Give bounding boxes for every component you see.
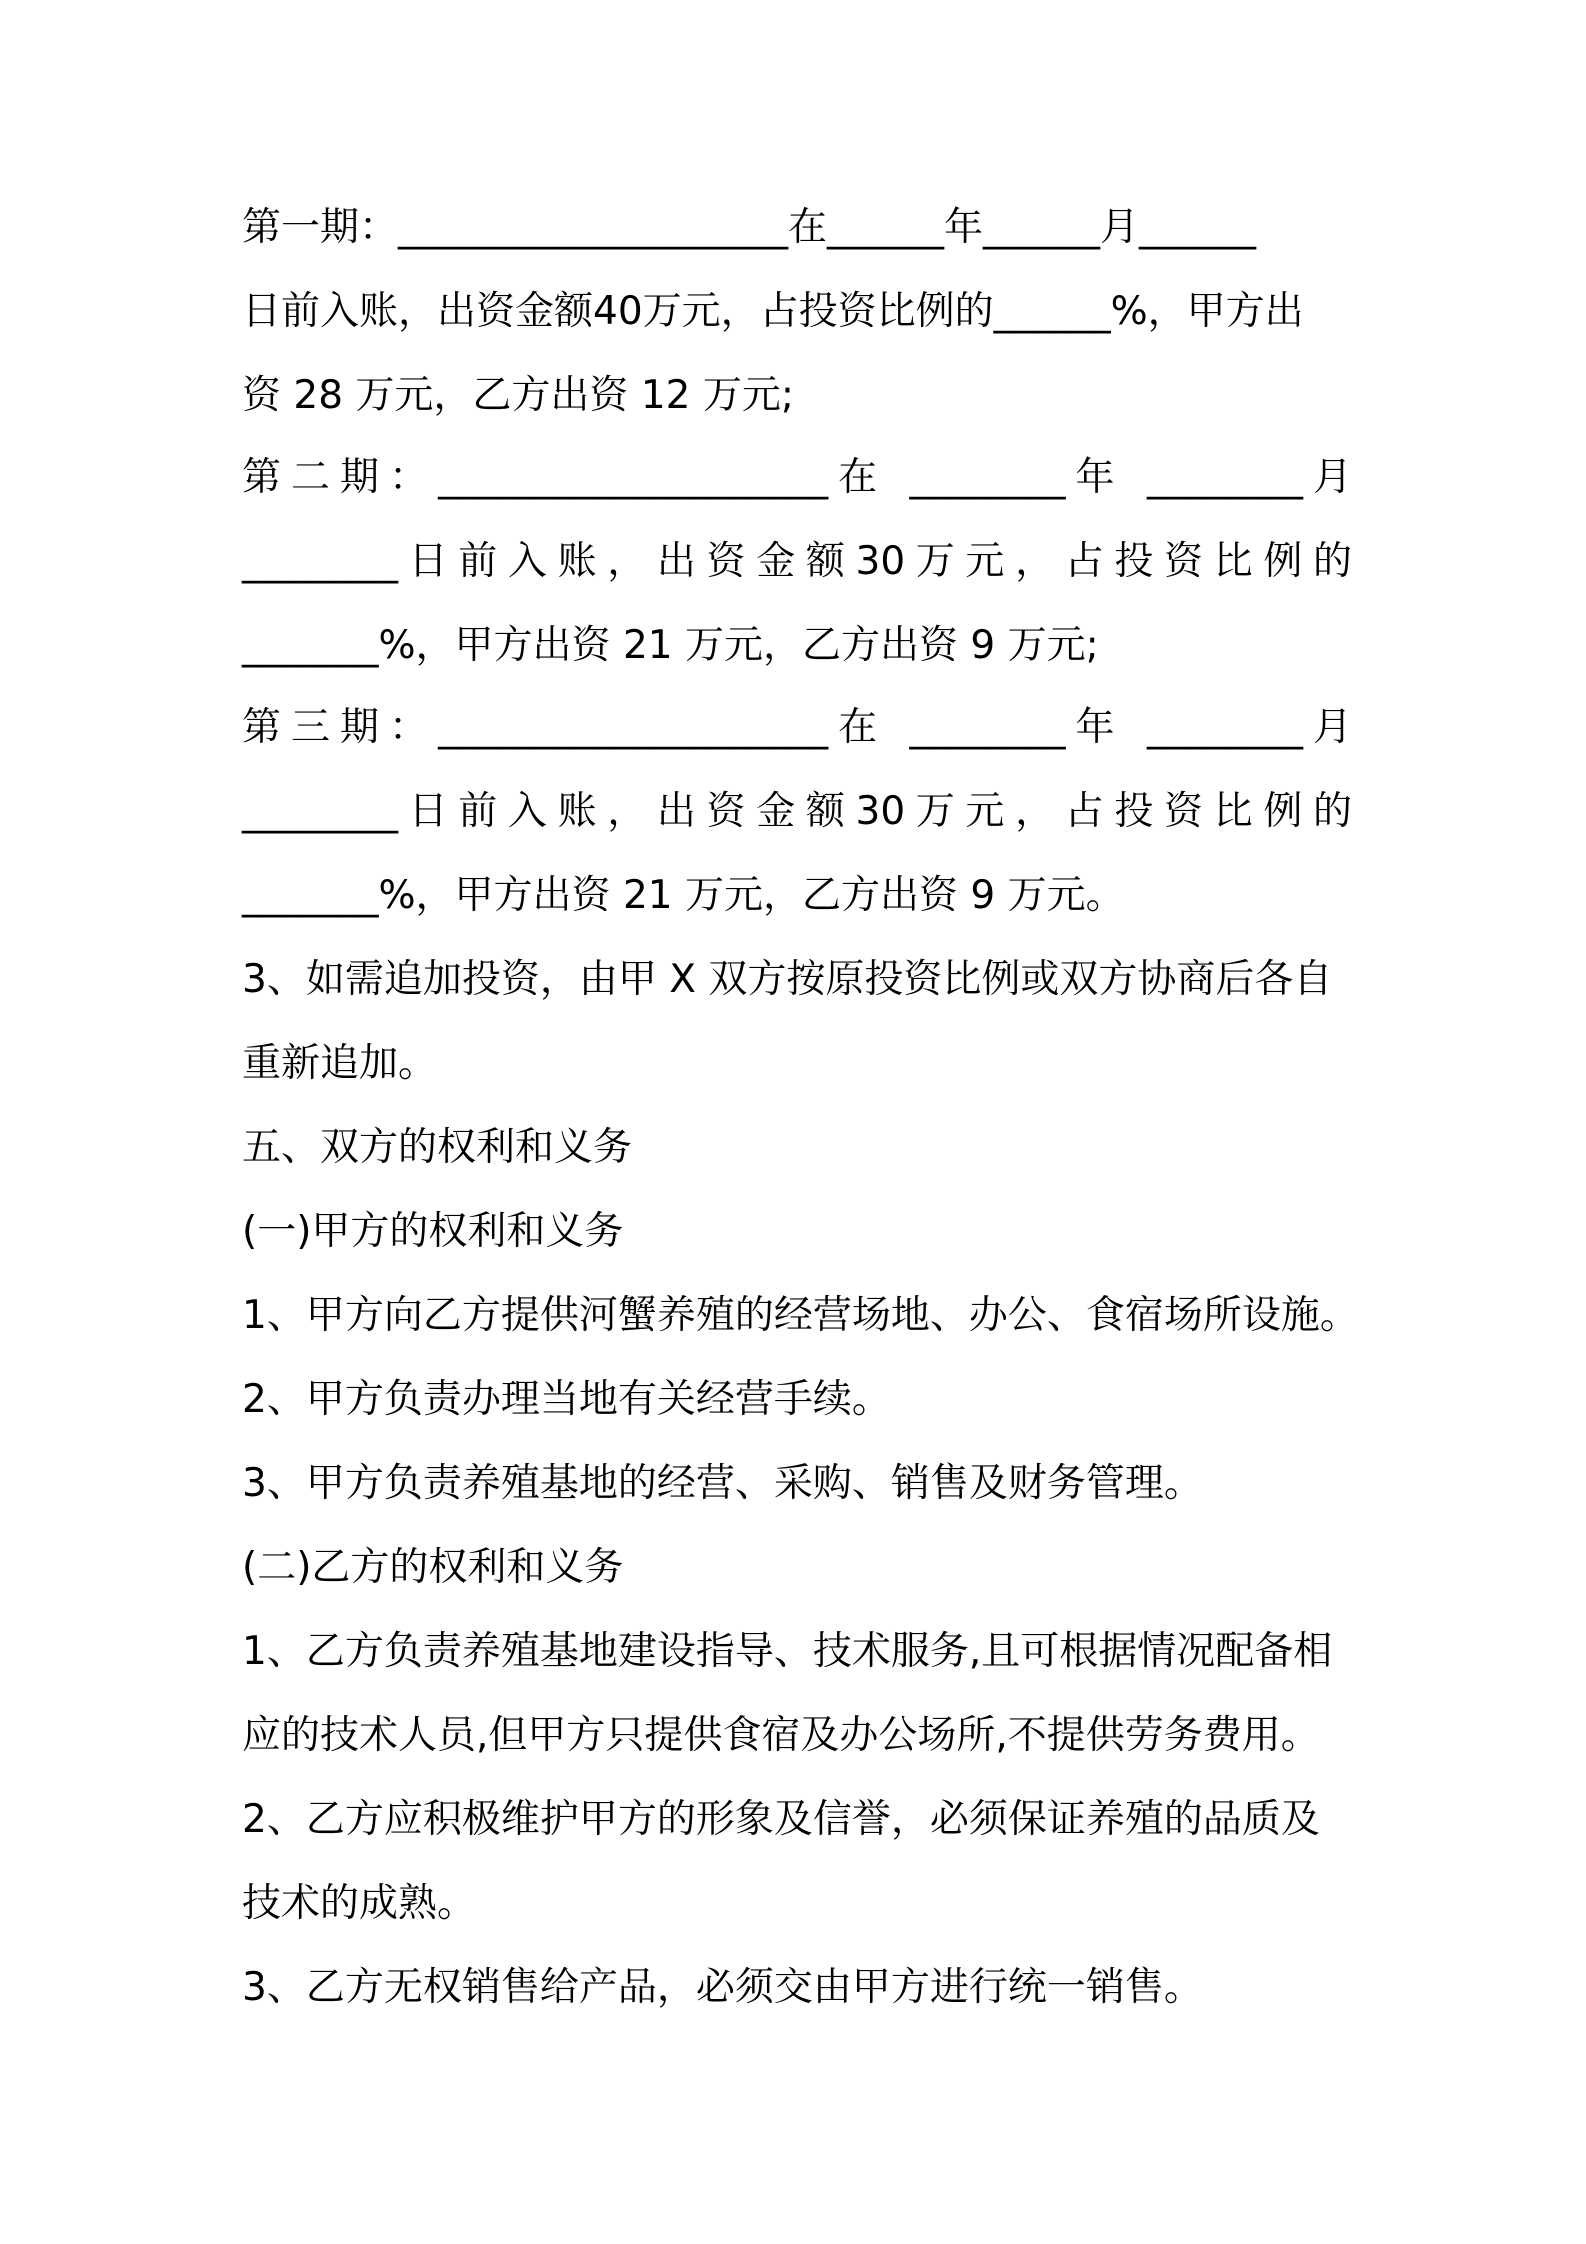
party-b-item-1-cont: 应的技术人员,但甲方只提供食宿及办公场所,不提供劳务费用。 bbox=[242, 1713, 1320, 1758]
party-a-item-1: 1、甲方向乙方提供河蟹养殖的经营场地、办公、食宿场所设施。 bbox=[242, 1293, 1359, 1338]
text-line-additional-investment: 3、如需追加投资，由甲 X 双方按原投资比例或双方协商后各自 bbox=[242, 957, 1333, 1002]
subsection-heading-party-b: (二)乙方的权利和义务 bbox=[242, 1545, 624, 1590]
text-line-phase-3-amount: ________日前入账，出资金额30万元，占投资比例的 bbox=[242, 789, 1352, 834]
party-b-item-2-cont: 技术的成熟。 bbox=[242, 1881, 477, 1926]
section-heading-rights-obligations: 五、双方的权利和义务 bbox=[242, 1125, 633, 1170]
party-b-item-3: 3、乙方无权销售给产品，必须交由甲方进行统一销售。 bbox=[242, 1965, 1203, 2010]
text-line-phase-2-amount: ________日前入账，出资金额30万元，占投资比例的 bbox=[242, 539, 1352, 584]
party-a-item-2: 2、甲方负责办理当地有关经营手续。 bbox=[242, 1377, 891, 1422]
subsection-heading-party-a: (一)甲方的权利和义务 bbox=[242, 1209, 624, 1254]
party-b-item-1: 1、乙方负责养殖基地建设指导、技术服务,且可根据情况配备相 bbox=[242, 1629, 1333, 1674]
text-line-phase-3-split: _______%，甲方出资 21 万元，乙方出资 9 万元。 bbox=[242, 873, 1125, 918]
party-b-item-2: 2、乙方应积极维护甲方的形象及信誉，必须保证养殖的品质及 bbox=[242, 1797, 1320, 1842]
text-line-phase-1-date: 第一期：____________________在______年______月______ bbox=[242, 205, 1257, 250]
text-line-phase-1-split: 资 28 万元，乙方出资 12 万元; bbox=[242, 373, 794, 418]
text-line-phase-2-split: _______%，甲方出资 21 万元，乙方出资 9 万元; bbox=[242, 623, 1099, 668]
text-line-phase-1-amount: 日前入账，出资金额40万元，占投资比例的______%，甲方出 bbox=[242, 289, 1304, 334]
text-line-phase-3-date: 第三期：____________________在 ________年 ________月 bbox=[242, 705, 1352, 750]
text-line-additional-investment-cont: 重新追加。 bbox=[242, 1041, 438, 1086]
party-a-item-3: 3、甲方负责养殖基地的经营、采购、销售及财务管理。 bbox=[242, 1461, 1203, 1506]
text-line-phase-2-date: 第二期：____________________在 ________年 ________月 bbox=[242, 455, 1352, 500]
